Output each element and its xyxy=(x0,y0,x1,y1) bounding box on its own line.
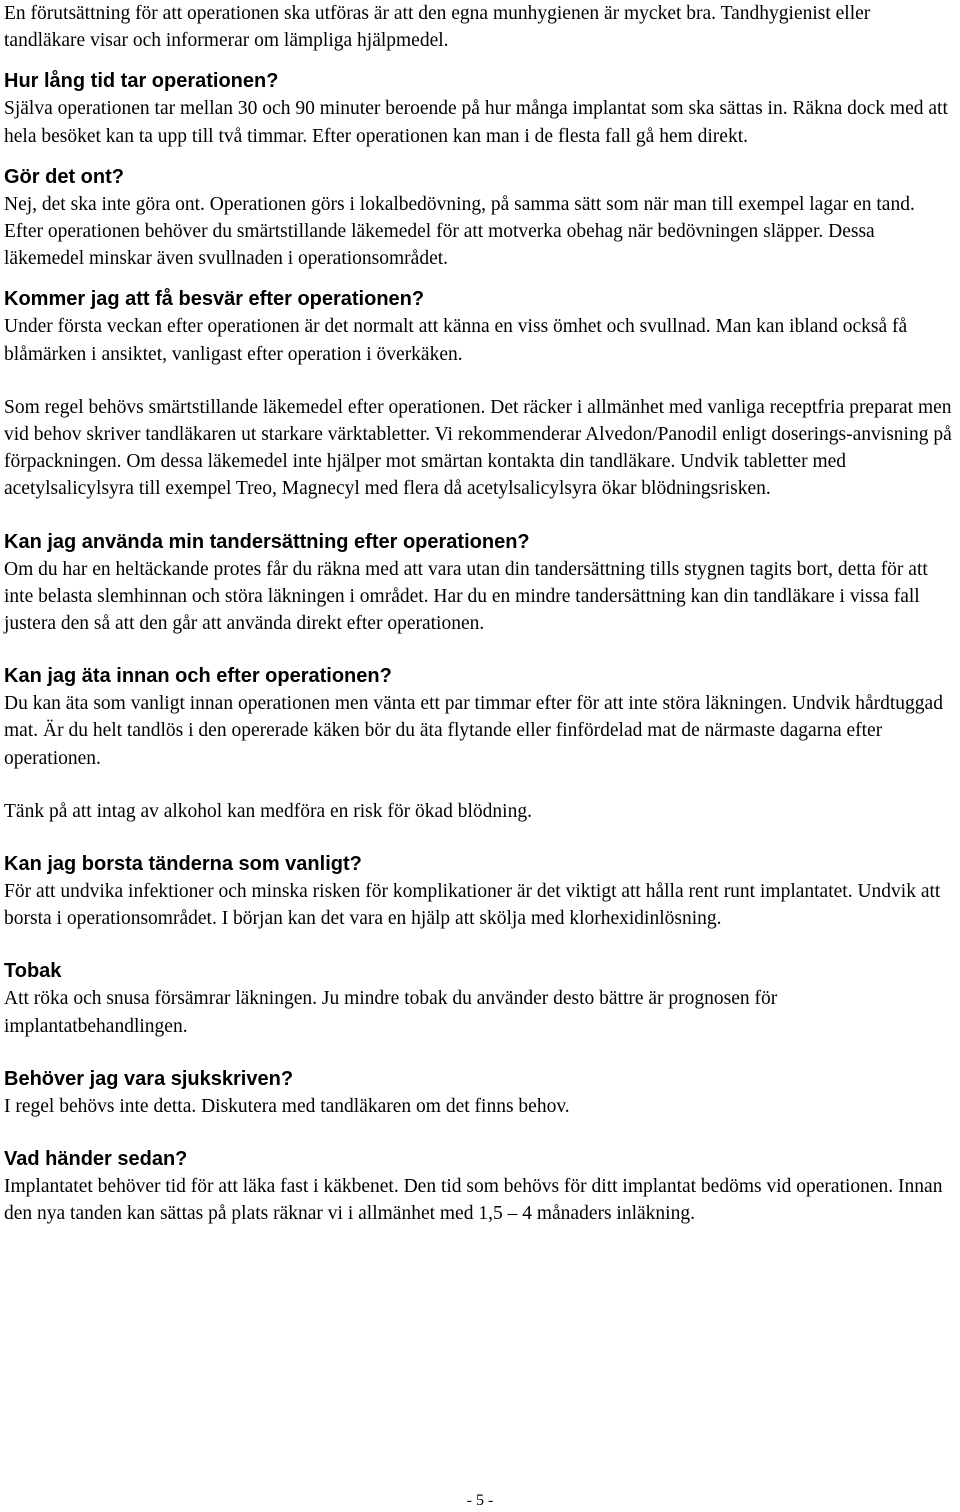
section-paragraph: Om du har en heltäckande protes får du räkna med att vara utan din tandersättning tills stygnen tagits bort, detta för att inte belasta slemhinnan och störa läkningen i området. Har du en mindre tandersättning kan din tandläkare i vissa fall justera den så att den går att använda direkt efter operationen. xyxy=(4,558,928,635)
section-heading: Vad händer sedan? xyxy=(4,1148,188,1171)
section-pain xyxy=(4,164,956,273)
section-next-steps xyxy=(4,1146,956,1227)
section-heading: Kan jag äta innan och efter operationen? xyxy=(4,665,392,688)
section-tobacco xyxy=(4,958,956,1039)
section-sick-leave xyxy=(4,1066,956,1120)
intro-paragraph: En förutsättning för att operationen ska utföras är att den egna munhygienen är mycket bra. Tandhygienist eller tandläkare visar och informerar om lämpliga hjälpmedel. xyxy=(4,3,871,52)
page-number: - 5 - xyxy=(466,1492,494,1509)
section-paragraph: Tänk på att intag av alkohol kan medföra en risk för ökad blödning. xyxy=(4,800,532,822)
section-paragraph: För att undvika infektioner och minska risken för komplikationer är det viktigt att hålla rent runt implantatet. Undvik att borsta i operationsområdet. I början kan det vara en hjälp att skölja med klorhexidinlösning. xyxy=(4,881,941,930)
section-paragraph: Nej, det ska inte göra ont. Operationen görs i lokalbedövning, på samma sätt som när man till exempel lagar en tand. Efter operationen behöver du smärtstillande läkemedel för att motverka obehag när bedövningen släpper. Dessa läkemedel minskar även svullnaden i operationsområdet. xyxy=(4,193,915,270)
document-page xyxy=(4,0,956,1227)
section-eating xyxy=(4,663,956,825)
section-paragraph: I regel behövs inte detta. Diskutera med tandläkaren om det finns behov. xyxy=(4,1095,570,1117)
section-heading: Tobak xyxy=(4,960,62,983)
section-heading: Hur lång tid tar operationen? xyxy=(4,70,279,93)
section-paragraph: Implantatet behöver tid för att läka fast i käkbenet. Den tid som behövs för ditt implantat bedöms vid operationen. Innan den nya tanden kan sättas på plats räknar vi i allmänhet med 1,5 – 4 månaders inläkning. xyxy=(4,1176,943,1225)
section-paragraph: Under första veckan efter operationen är det normalt att känna en viss ömhet och svullnad. Man kan ibland också få blåmärken i ansiktet, vanligast efter operation i överkäken. xyxy=(4,316,908,365)
section-brushing xyxy=(4,851,956,932)
section-heading: Behöver jag vara sjukskriven? xyxy=(4,1067,294,1090)
section-paragraph: Du kan äta som vanligt innan operationen men vänta ett par timmar efter för att inte störa läkningen. Undvik hårdtuggad mat. Är du helt tandlös i den opererade käken bör du äta flytande eller finfördelad mat de närmaste dagarna efter operationen. xyxy=(4,693,943,769)
section-complications xyxy=(4,286,956,502)
section-heading: Kan jag använda min tandersättning efter operationen? xyxy=(4,530,530,553)
section-heading: Kan jag borsta tänderna som vanligt? xyxy=(4,853,362,876)
section-heading: Gör det ont? xyxy=(4,165,124,188)
section-paragraph: Som regel behövs smärtstillande läkemedel efter operationen. Det räcker i allmänhet med vanliga receptfria preparat men vid behov skriver tandläkaren ut starkare värktabletter. Vi rekommenderar Alvedon/Panodil enligt doserings-anvisning på förpackningen. Om dessa läkemedel inte hjälper mot smärtan kontakta din tandläkare. Undvik tabletter med acetylsalicylsyra till exempel Treo, Magnecyl med flera då acetylsalicylsyra ökar blödningsrisken. xyxy=(4,396,952,500)
section-heading: Kommer jag att få besvär efter operationen? xyxy=(4,288,425,311)
section-paragraph: Att röka och snusa försämrar läkningen. Ju mindre tobak du använder desto bättre är prognosen för implantatbehandlingen. xyxy=(4,988,778,1037)
section-prosthesis xyxy=(4,529,956,638)
section-operation-duration xyxy=(4,68,956,149)
section-paragraph: Själva operationen tar mellan 30 och 90 minuter beroende på hur många implantat som ska sättas in. Räkna dock med att hela besöket kan ta upp till två timmar. Efter operationen kan man i de flesta fall gå hem direkt. xyxy=(4,98,948,147)
